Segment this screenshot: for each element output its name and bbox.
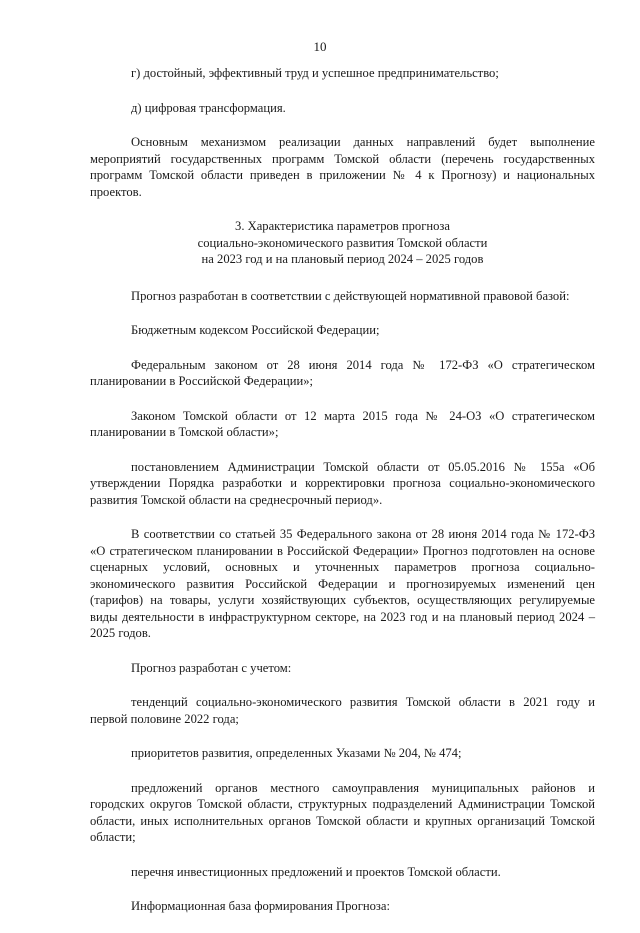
paragraph: В соответствии со статьей 35 Федерального закона от 28 июня 2014 года № 172-ФЗ «О стратегическом планировании в Российской Федерации» Прогноз подготовлен на основе сценарных условий, основных и уточненных параметров прогноза социально-экономического развития Российской Федерации и прогнозируемых изменений цен (тарифов) на товары, услуги хозяйствующих субъектов, осуществляющих регулируемые виды деятельности в инфраструктурном секторе, на 2023 год и на плановый период 2024 – 2025 годов. (90, 527, 595, 640)
paragraph: г) достойный, эффективный труд и успешное предпринимательство; (131, 66, 499, 80)
paragraph: Бюджетным кодексом Российской Федерации; (131, 323, 380, 337)
paragraph: приоритетов развития, определенных Указами № 204, № 474; (131, 746, 462, 760)
section-heading-line: на 2023 год и на плановый период 2024 – 2025 годов (201, 252, 484, 266)
paragraph: тенденций социально-экономического развития Томской области в 2021 году и первой половине 2022 года; (90, 695, 595, 726)
section-heading-line: 3. Характеристика параметров прогноза (235, 219, 450, 233)
paragraph: предложений органов местного самоуправления муниципальных районов и городских округов Томской области, структурных подразделений Администрации Томской области, иных исполнительных органов Томской области и крупных организаций Томской области; (90, 780, 595, 844)
paragraph: Информационная база формирования Прогноза: (131, 899, 390, 913)
paragraph: Прогноз разработан с учетом: (131, 660, 292, 675)
page-number: 10 (313, 39, 327, 54)
section-heading (90, 218, 595, 268)
paragraph: Прогноз разработан в соответствии с действующей нормативной правовой базой: (131, 288, 570, 303)
paragraph: перечня инвестиционных предложений и проектов Томской области. (131, 864, 501, 879)
section-heading-line: социально-экономического развития Томской области (197, 235, 488, 250)
paragraph: д) цифровая трансформация. (131, 100, 286, 115)
paragraph: Законом Томской области от 12 марта 2015 года № 24-ОЗ «О стратегическом планировании в Томской области»; (90, 408, 595, 439)
document-body (90, 65, 595, 933)
paragraph: Основным механизмом реализации данных направлений будет выполнение мероприятий государственных программ Томской области (перечень государственных программ Томской области приведен в приложении № 4 к Прогнозу) и национальных проектов. (90, 135, 595, 199)
paragraph: постановлением Администрации Томской области от 05.05.2016 № 155а «Об утверждении Порядка разработки и корректировки прогноза социально-экономического развития Томской области на среднесрочный период». (90, 459, 595, 507)
paragraph: Федеральным законом от 28 июня 2014 года № 172-ФЗ «О стратегическом планировании в Российской Федерации»; (90, 357, 595, 388)
